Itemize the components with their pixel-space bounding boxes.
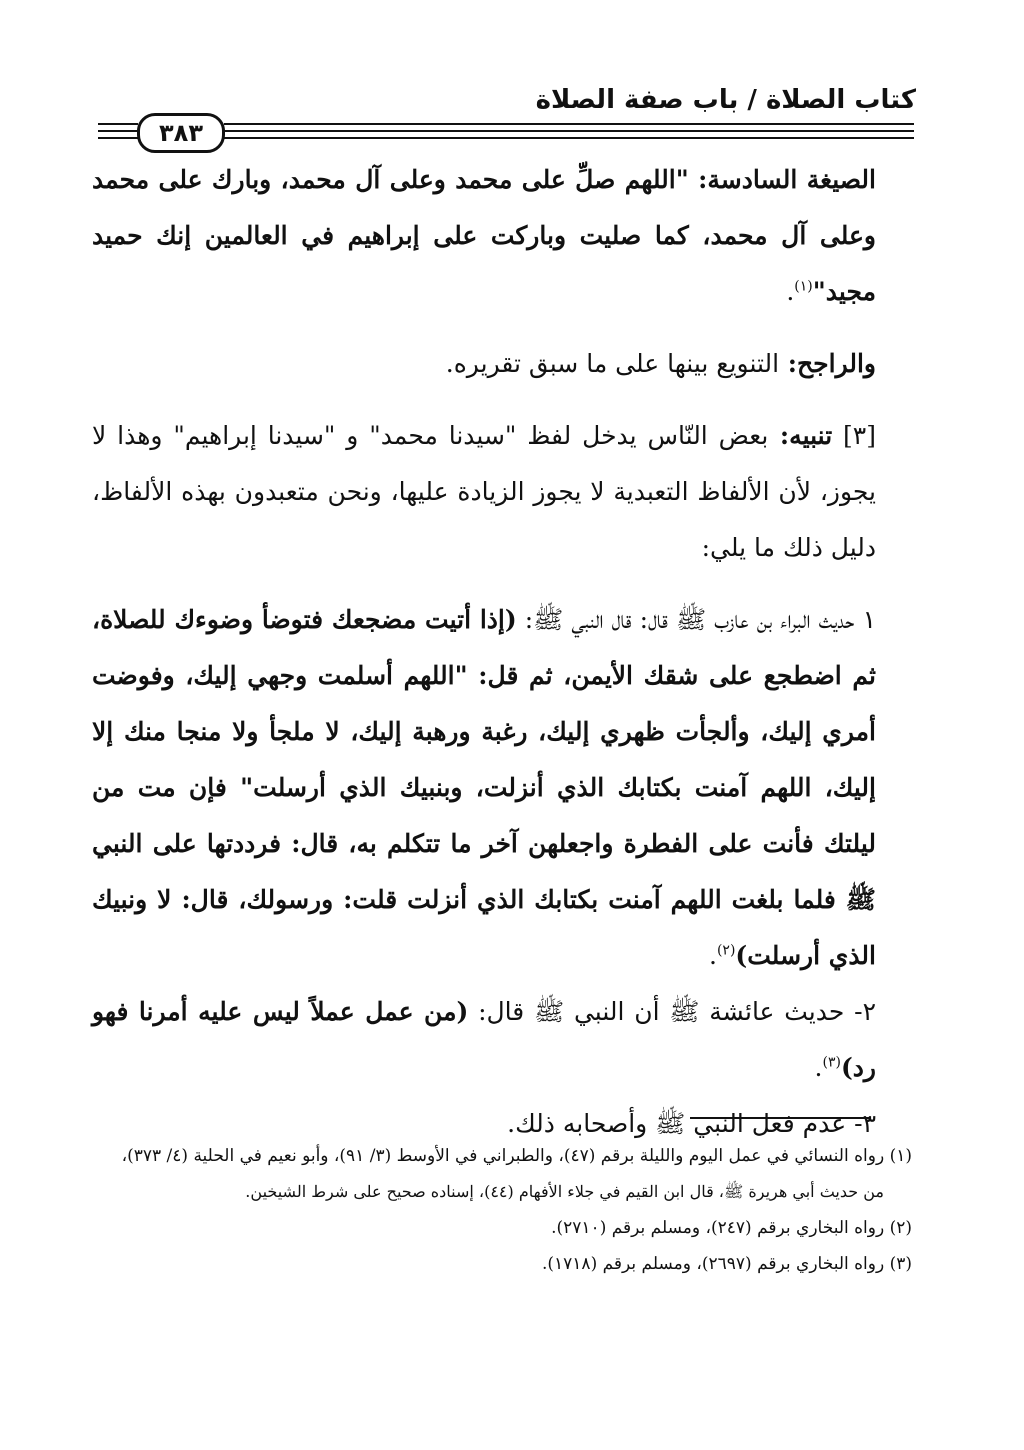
header-rule-bottom xyxy=(224,137,914,139)
header-rule-left-middle xyxy=(98,130,138,132)
footnote-2: (٢) رواه البخاري برقم (٢٤٧)، ومسلم برقم (٢٧١٠). xyxy=(551,1218,912,1238)
main-text xyxy=(92,152,916,1152)
punctuation: . xyxy=(709,941,717,970)
footnote-ref-3: (٣) xyxy=(822,1054,841,1071)
quoted-formula: "اللهم صلِّ على محمد وعلى آل محمد، وبارك على محمد وعلى آل محمد، كما صليت وباركت على إبراهيم في العالمين إنك حميد مجيد" xyxy=(92,165,876,306)
running-header-title: كتاب الصلاة / باب صفة الصلاة xyxy=(535,85,916,115)
hadith-text: (من عمل عملاً ليس عليه أمرنا فهو رد) xyxy=(92,997,876,1082)
paragraph-preferred xyxy=(92,336,916,392)
section-number: [٣] xyxy=(832,421,876,450)
footnote-3: (٣) رواه البخاري برقم (٢٦٩٧)، ومسلم برقم (١٧١٨). xyxy=(541,1254,912,1274)
hadith-text: (إذا أتيت مضجعك فتوضأ وضوءك للصلاة، ثم اضطجع على شقك الأيمن، ثم قل: "اللهم أسلمت وجهي إليك، وفوضت أمري إليك، وألجأت ظهري إليك، رغبة ورهبة إليك، لا ملجأ ولا منجا منك إلا إليك، اللهم آمنت بكتابك الذي أنزلت، وبنبيك الذي أرسلت" فإن مت من ليلتك فأنت على الفطرة واجعلهن آخر ما تتكلم به، قال: فرددتها على النبي ﷺ فلما بلغت اللهم آمنت بكتابك الذي أنزلت قلت: ورسولك، قال: لا ونبيك الذي أرسلت) xyxy=(92,605,876,970)
paragraph-label: الصيغة السادسة: xyxy=(688,165,876,194)
paragraph-text: ٣- عدم فعل النبي ﷺ وأصحابه ذلك. xyxy=(507,1109,876,1138)
footnote-ref-1: (١) xyxy=(794,278,813,295)
footnote-ref-2: (٢) xyxy=(716,942,736,959)
footnotes xyxy=(92,1138,912,1282)
header-rule-left-bottom xyxy=(98,137,138,139)
paragraph-text: بعض النّاس يدخل لفظ "سيدنا محمد" و "سيدنا إبراهيم" وهذا لا يجوز، لأن الألفاظ التعبدية لا يجوز الزيادة عليها، ونحن متعبدون بهذه الألفاظ، دليل ذلك ما يلي: xyxy=(92,421,876,562)
header-rule-top xyxy=(224,123,914,125)
paragraph-evidence-1 xyxy=(92,592,916,984)
paragraph-note xyxy=(92,408,916,576)
paragraph-sixth-formula xyxy=(92,152,916,320)
paragraph-evidence-2 xyxy=(92,984,916,1096)
evidence-lead: ٢- حديث عائشة ﷺ أن النبي ﷺ قال: xyxy=(468,997,876,1026)
footnote-1: (١) رواه النسائي في عمل اليوم والليلة برقم (٤٧)، والطبراني في الأوسط (٣/ ٩١)، وأبو نعيم في الحلية (٤/ ٣٧٣)، xyxy=(121,1146,912,1166)
punctuation: . xyxy=(814,1053,823,1082)
paragraph-text: التنويع بينها على ما سبق تقريره. xyxy=(445,349,780,378)
page-number: ٣٨٣ xyxy=(137,113,225,153)
paragraph-label: تنبيه: xyxy=(768,421,833,450)
punctuation: . xyxy=(786,277,795,306)
footnote-separator xyxy=(690,1117,870,1119)
paragraph-label: والراجح: xyxy=(779,349,876,378)
evidence-lead: ١ حديث البراء بن عازب ﷺ قال: قال النبي ﷺ: xyxy=(516,605,876,634)
header-rule-middle xyxy=(224,130,914,132)
footnote-1-continuation: من حديث أبي هريرة ﷺ، قال ابن القيم في جلاء الأفهام (٤٤)، إسناده صحيح على شرط الشيخين. xyxy=(245,1182,884,1201)
header-rule-left-top xyxy=(98,123,138,125)
